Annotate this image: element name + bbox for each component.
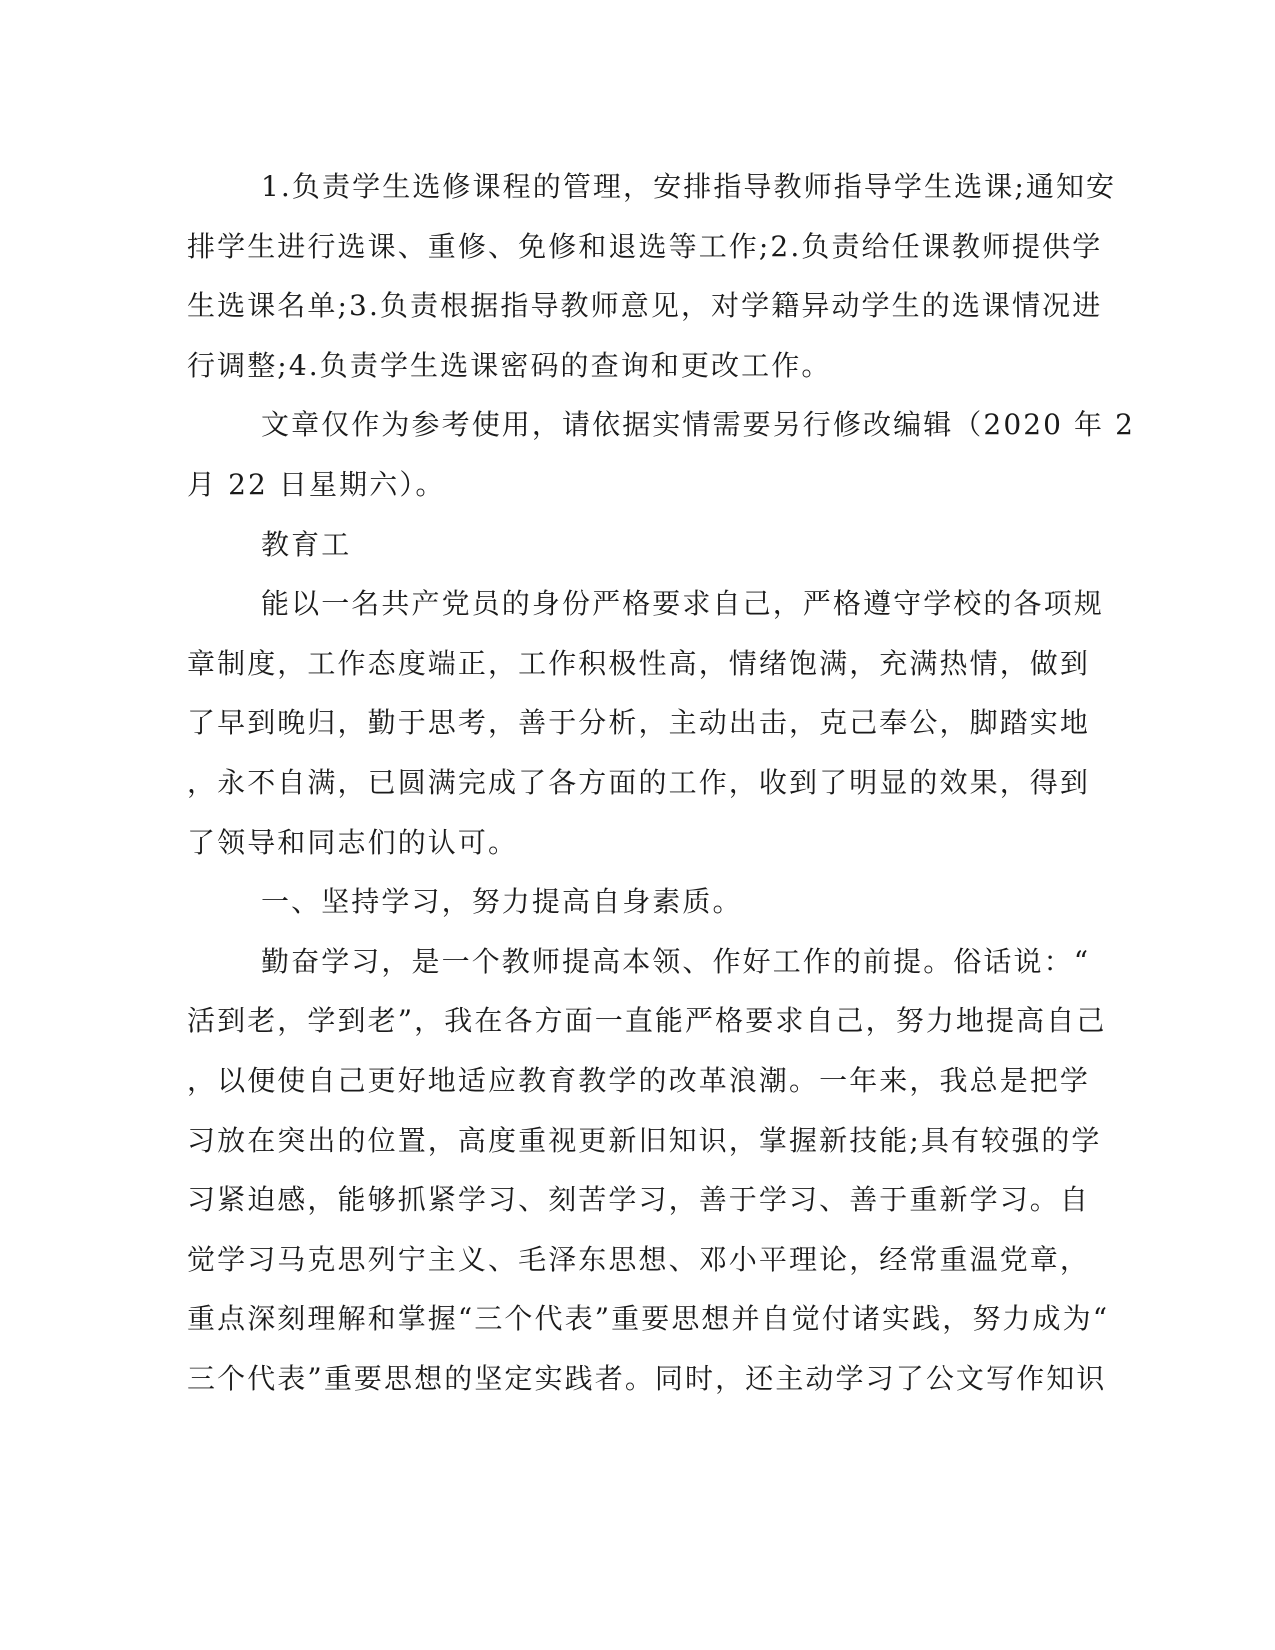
text-line: 能以一名共产党员的身份严格要求自己，严格遵守学校的各项规 [261,587,1104,621]
text-line: ，以便使自己更好地适应教育教学的改革浪潮。一年来，我总是把学 [187,1063,1091,1097]
text-line: 重点深刻理解和掌握“三个代表”重要思想并自觉付诸实践，努力成为“ [187,1302,1110,1336]
text-line: 1.负责学生选修课程的管理，安排指导教师指导学生选课;通知安 [261,170,1117,203]
text-line: 生选课名单;3.负责根据指导教师意见，对学籍异动学生的选课情况进 [187,289,1103,323]
text-line: 章制度，工作态度端正，工作积极性高，情绪饱满，充满热情，做到 [187,646,1091,680]
text-line: 月 22 日星期六）。 [187,467,446,501]
text-line: 觉学习马克思列宁主义、毛泽东思想、邓小平理论，经常重温党章， [187,1242,1091,1276]
text-line: 了早到晚归，勤于思考，善于分析，主动出击，克己奉公，脚踏实地 [187,706,1091,740]
section-heading: 一、坚持学习，努力提高自身素质。 [261,885,743,919]
text-line: 活到老，学到老”，我在各方面一直能严格要求自己，努力地提高自己 [187,1004,1107,1038]
section-heading: 教育工 [261,527,352,561]
text-line: 文章仅作为参考使用，请依据实情需要另行修改编辑（2020 年 2 [261,408,1136,442]
text-line: 行调整;4.负责学生选课密码的查询和更改工作。 [187,348,832,382]
text-line: 三个代表”重要思想的坚定实践者。同时，还主动学习了公文写作知识 [187,1361,1107,1395]
text-line: 习放在突出的位置，高度重视更新旧知识，掌握新技能;具有较强的学 [187,1123,1102,1157]
text-line: ，永不自满，已圆满完成了各方面的工作，收到了明显的效果，得到 [187,765,1091,799]
text-line: 习紧迫感，能够抓紧学习、刻苦学习，善于学习、善于重新学习。自 [187,1183,1091,1217]
text-line: 勤奋学习，是一个教师提高本领、作好工作的前提。俗话说：“ [261,944,1091,978]
text-line: 了领导和同志们的认可。 [187,825,519,859]
text-line: 排学生进行选课、重修、免修和退选等工作;2.负责给任课教师提供学 [187,229,1103,263]
document-body [187,157,1136,1408]
